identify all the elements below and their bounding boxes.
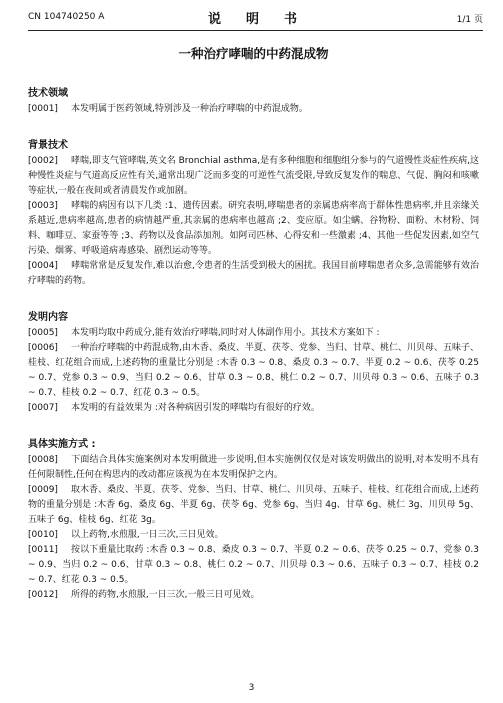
paragraph-number: [0012] <box>28 590 58 600</box>
page-header <box>28 8 483 26</box>
paragraph-text: 下面结合具体实施案例对本发明做进一步说明,但本实施例仅仅是对该发明做出的说明,对本发明不具有任何限制性,任何在构思内的改动都应该视为在本发明保护之内。 <box>28 455 479 480</box>
section-heading-embodiment: 具体实施方式 : <box>28 439 96 450</box>
paragraph-text: 本发明的有益效果为 :对各种病因引发的哮喘均有很好的疗效。 <box>70 403 320 413</box>
paragraph-text: 取木香、桑皮、半夏、茯苓、党参、当归、甘草、桃仁、川贝母、五味子、桂枝、红花组合而成,上述药物的重量分别是 :木香 6g、桑皮 6g、半夏 6g、茯苓 6g、党参 6g、当归 4g、甘草 6g、桃仁 3g、川贝母 5g、五味子 6g、桂枝 6g、红花 3g。 <box>28 485 479 525</box>
document-body <box>28 44 479 603</box>
paragraph-number: [0002] <box>28 156 58 166</box>
paragraph <box>28 528 479 543</box>
paragraph-number: [0011] <box>28 545 58 555</box>
page-number: 3 <box>248 683 255 693</box>
paragraph <box>28 453 479 483</box>
paragraph <box>28 341 479 401</box>
paragraph-number: [0001] <box>28 104 58 114</box>
paragraph-text: 本发明属于医药领域,特别涉及一种治疗哮喘的中药混成物。 <box>70 104 308 114</box>
paragraph <box>28 401 479 416</box>
paragraph-number: [0004] <box>28 261 58 271</box>
document-type: 说 明 书 <box>207 12 303 27</box>
paragraph-text: 以上药物,水煎服,一日三次,三日见效。 <box>70 530 224 540</box>
paragraph-number: [0007] <box>28 403 58 413</box>
paragraph-text: 本发明均取中药成分,能有效治疗哮喘,同时对人体副作用小。其技术方案如下 : <box>70 328 380 338</box>
paragraph-number: [0005] <box>28 328 58 338</box>
paragraph-number: [0009] <box>28 485 58 495</box>
paragraph-text: 一种治疗哮喘的中药混成物,由木香、桑皮、半夏、茯苓、党参、当归、甘草、桃仁、川贝母、五味子、桂枝、红花组合而成,上述药物的重量比分别是 :木香 0.3 ~ 0.8、桑皮 0.3 ~ 0.7、半夏 0.2 ~ 0.6、茯苓 0.25 ~ 0.7、党参 0.3 ~ 0.9、当归 0.2 ~ 0.6、甘草 0.3 ~ 0.8、桃仁 0.2 ~ 0.7、川贝母 0.3 ~ 0.6、五味子 0.3 ~ 0.7、桂枝 0.2 ~ 0.7、红花 0.3 ~ 0.5。 <box>28 343 479 398</box>
paragraph-text: 按以下重量比取药 :木香 0.3 ~ 0.8、桑皮 0.3 ~ 0.7、半夏 0.2 ~ 0.6、茯苓 0.25 ~ 0.7、党参 0.3 ~ 0.9、当归 0.2 ~ 0.6、甘草 0.3 ~ 0.8、桃仁 0.2 ~ 0.7、川贝母 0.3 ~ 0.6、五味子 0.3 ~ 0.7、桂枝 0.2 ~ 0.7、红花 0.3 ~ 0.5。 <box>28 545 479 585</box>
paragraph-number: [0006] <box>28 343 58 353</box>
paragraph <box>28 154 479 199</box>
paragraph <box>28 102 479 117</box>
paragraph <box>28 543 479 588</box>
paragraph-text: 所得的药物,水煎服,一日三次,一般三日可见效。 <box>70 590 260 600</box>
paragraph-text: 哮喘的病因有以下几类 :1、遗传因素。研究表明,哮喘患者的亲属患病率高于群体性患病率,并且亲缘关系越近,患病率越高,患者的病情越严重,其亲属的患病率也越高 ;2、变应原。如尘螨、谷物粉、面粉、木材粉、饲料、咖啡豆、家蚕等等 ;3、药物以及食品添加剂。如阿司匹林、心得安和一些激素 ;4、其他一些促发因素,如空气污染、烟雾、呼吸道病毒感染、剧烈运动等等。 <box>28 201 479 256</box>
paragraph <box>28 483 479 528</box>
section-heading-field: 技术领域 <box>28 88 68 99</box>
section-heading-summary: 发明内容 <box>28 312 68 323</box>
paragraph <box>28 259 479 289</box>
paragraph-number: [0003] <box>28 201 58 211</box>
paragraph <box>28 199 479 259</box>
paragraph-number: [0010] <box>28 530 58 540</box>
paragraph-text: 哮喘常常是反复发作,难以治愈,令患者的生活受到极大的困扰。我国目前哮喘患者众多,急需能够有效治疗哮喘的药物。 <box>28 261 479 286</box>
document-title: 一种治疗哮喘的中药混成物 <box>178 46 329 61</box>
paragraph <box>28 326 479 341</box>
page-index: 1/1 页 <box>456 15 483 25</box>
header-rule <box>28 30 483 31</box>
paragraph-text: 哮喘,即支气管哮喘,英文名 Bronchial asthma,是有多种细胞和细胞组分参与的气道慢性炎症性疾病,这种慢性炎症与气道高反应性有关,通常出现广泛而多变的可逆性气流受限,导致反复发作的喘息、气促、胸闷和咳嗽等症状,一般在夜间或者清晨发作或加剧。 <box>28 156 479 196</box>
paragraph <box>28 588 479 603</box>
publication-number: CN 104740250 A <box>28 12 105 22</box>
paragraph-number: [0008] <box>28 455 58 465</box>
section-heading-background: 背景技术 <box>28 140 68 151</box>
